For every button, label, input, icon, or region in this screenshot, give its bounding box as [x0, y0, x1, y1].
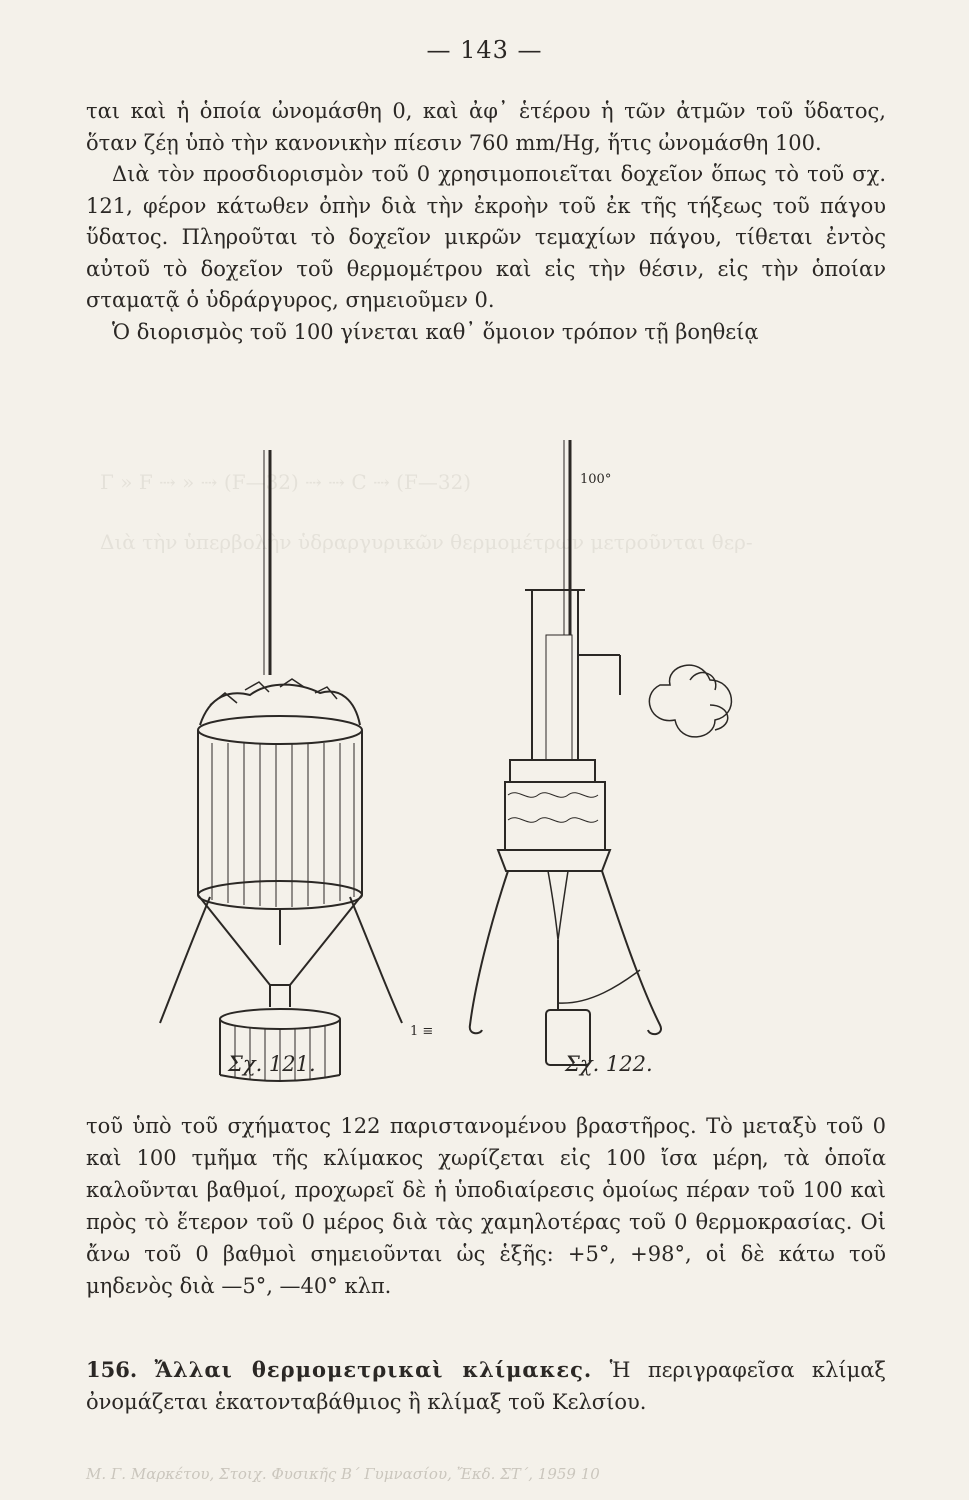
bleed-through-ghost: Γ » F ⇢ » ⇢ (F—32) ⇢ ⇢ C ⇢ (F—32) [100, 470, 472, 494]
footer: Μ. Γ. Μαρκέτου, Στοιχ. Φυσικῆς Β΄ Γυμνασίου, Ἔκδ. ΣΤ΄, 1959 10 [86, 1465, 600, 1483]
paragraph-1: ται καὶ ἡ ὁποία ὠνομάσθη 0, καὶ ἀφ᾽ ἑτέρου ἡ τῶν ἀτμῶν τοῦ ὕδατος, ὅταν ζέῃ ὑπὸ τὴν κανονικὴν πίεσιν 760 mm/Hg, ἥτις ὠνομάσθη 100. [86, 99, 886, 155]
fig121-marks-label: 1 ≡ [410, 1024, 434, 1039]
figure-122-caption: Σχ. 122. [565, 1052, 653, 1076]
figures-illustration [150, 425, 830, 1095]
paragraph-2: Διὰ τὸν προσδιορισμὸν τοῦ 0 χρησιμοποιεῖται δοχεῖον ὅπως τὸ τοῦ σχ. 121, φέρον κάτωθεν ὀπὴν διὰ τὴν ἐκροὴν τοῦ ἐκ τῆς τήξεως τοῦ πάγου ὕδατος. Πληροῦται τὸ δοχεῖον μικρῶν τεμαχίων πάγου, τίθεται ἐντὸς αὐτοῦ τὸ δοχεῖον τοῦ θερμομέτρου καὶ εἰς τὴν θέσιν, εἰς τὴν ὁποίαν σταματᾷ ὁ ὑδράργυρος, σημειοῦμεν 0. [86, 162, 886, 312]
paragraph-3: Ὁ διορισμὸς τοῦ 100 γίνεται καθ᾽ ὅμοιον τρόπον τῇ βοηθείᾳ [112, 319, 759, 344]
figure-122-boiler [410, 440, 731, 1065]
section-title: Ἄλλαι θερμομετρικαὶ κλίμακες. [154, 1357, 593, 1382]
fig122-temperature-label: 100° [580, 472, 612, 487]
figure-121-caption: Σχ. 121. [228, 1052, 316, 1076]
page-number: — 143 — [426, 36, 543, 64]
figure-121-ice-vessel [160, 450, 402, 1081]
top-text-block [86, 96, 886, 348]
bottom-paragraph: τοῦ ὑπὸ τοῦ σχήματος 122 παριστανομένου βραστῆρος. Τὸ μεταξὺ τοῦ 0 καὶ 100 τμῆμα τῆς κλίμακος χωρίζεται εἰς 100 ἴσα μέρη, τὰ ὁποῖα καλοῦνται βαθμοί, προχωρεῖ δὲ ἡ ὑποδιαίρεσις ὁμοίως πέραν τοῦ 100 καὶ πρὸς τὸ ἕτερον τοῦ 0 μέρος διὰ τὰς χαμηλοτέρας τοῦ 0 θερμοκρασίας. Οἱ ἄνω τοῦ 0 βαθμοὶ σημειοῦνται ὡς ἑξῆς: +5°, +98°, οἱ δὲ κάτω τοῦ μηδενὸς διὰ —5°, —40° κλπ. [86, 1114, 886, 1298]
section-156 [86, 1354, 886, 1418]
bleed-through-ghost: Διὰ τὴν ὑπερβολὴν ὑδραργυρικῶν θερμομέτρων μετροῦνται θερ- [100, 530, 753, 554]
section-number: 156. [86, 1357, 138, 1382]
section-text: Ἡ περιγραφεῖσα κλίμαξ ὀνομάζεται ἑκατονταβάθμιος ἢ κλίμαξ τοῦ Κελσίου. [86, 1358, 886, 1414]
